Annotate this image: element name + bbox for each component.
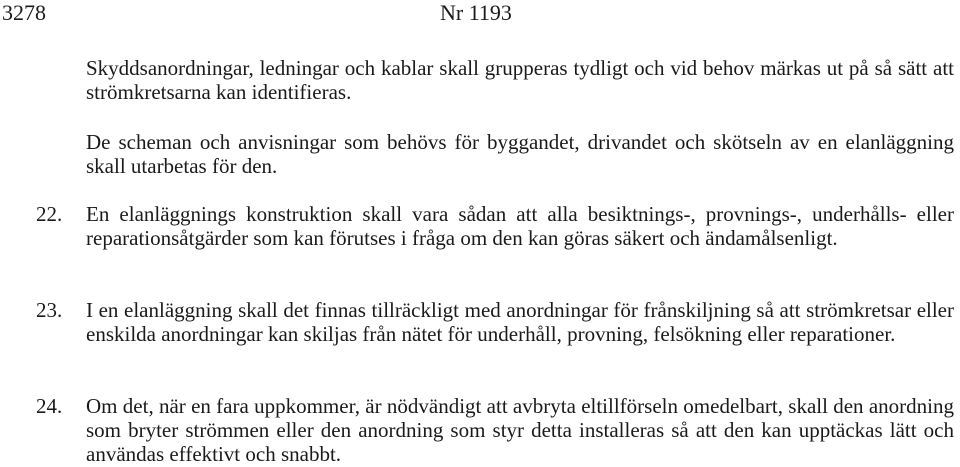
- clause-number: 22.: [36, 202, 63, 226]
- clause-number: 23.: [36, 298, 63, 322]
- clause-text: Om det, när en fara uppkommer, är nödvändigt att avbryta eltillförseln omedelbart, skall den anordning som bryter strömmen eller den anordning som styr detta installeras så att den kan upptäckas lätt och användas effektivt och snabbt.: [86, 394, 954, 466]
- clause-text: I en elanläggning skall det finnas tillräckligt med anordningar för frånskiljning så att strömkretsar eller enskilda anordningar kan skiljas från nätet för underhåll, provning, felsökning eller reparationer.: [86, 298, 954, 346]
- page-number: 3278: [2, 0, 46, 25]
- paragraph-grouping: Skyddsanordningar, ledningar och kablar skall grupperas tydligt och vid behov märkas ut på så sätt att strömkretsarna kan identifieras.: [86, 56, 954, 104]
- clause-number: 24.: [36, 394, 63, 418]
- clause-text: En elanläggnings konstruktion skall vara sådan att alla besiktnings-, provnings-, underhålls- eller reparationsåtgärder som kan förutses i fråga om den kan göras säkert och ändamålsenligt.: [86, 202, 954, 250]
- issue-number: Nr 1193: [440, 0, 512, 25]
- paragraph-schematics: De scheman och anvisningar som behövs för byggandet, drivandet och skötseln av en elanläggning skall utarbetas för den.: [86, 130, 954, 178]
